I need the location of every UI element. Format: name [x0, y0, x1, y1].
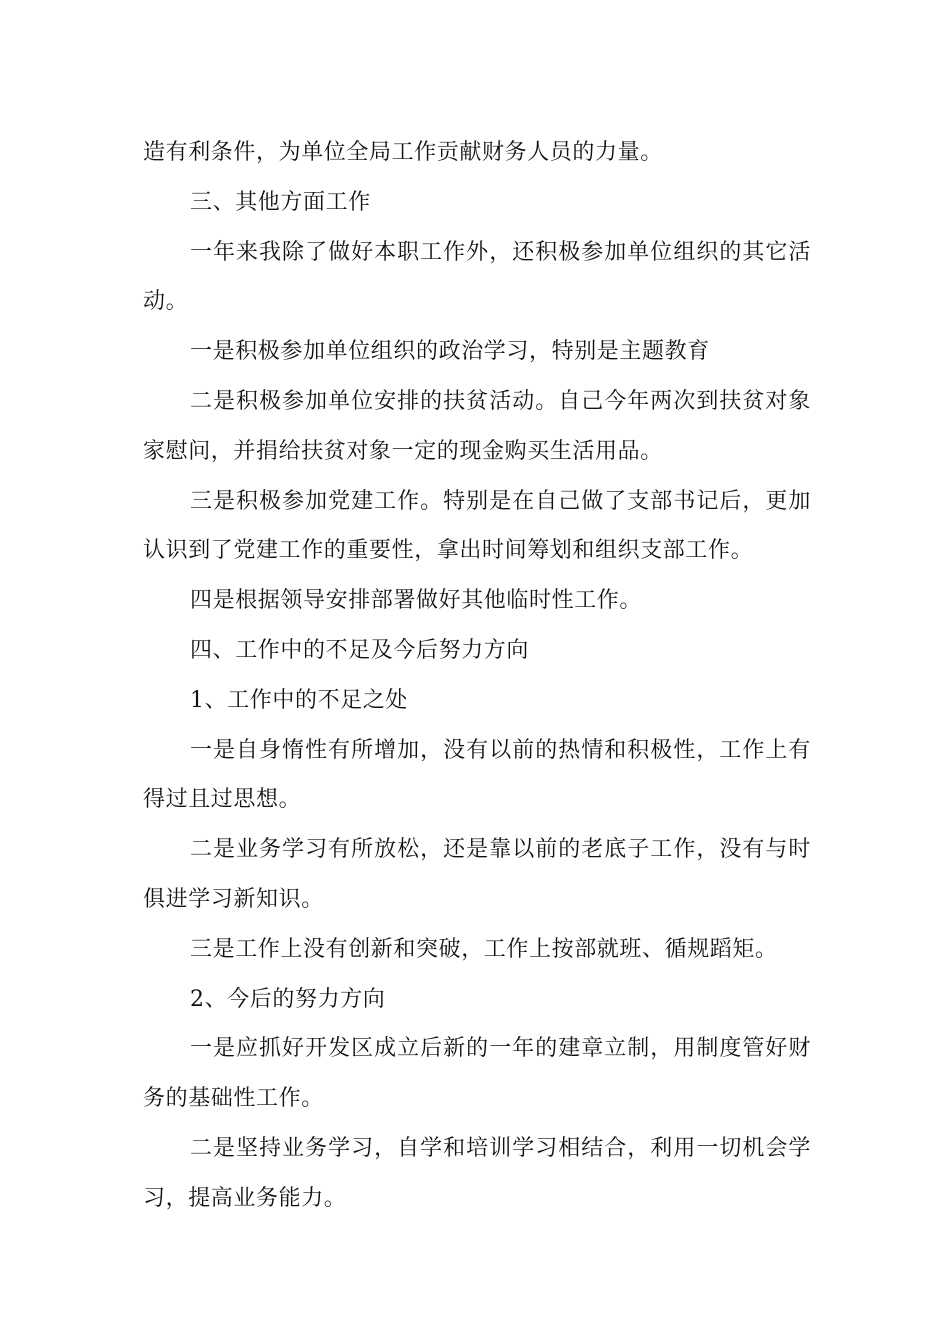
subheading-shortcomings: 1、工作中的不足之处: [190, 687, 408, 713]
paragraph: 二是业务学习有所放松，还是靠以前的老底子工作，没有与时俱进学习新知识。: [143, 837, 811, 912]
paragraph: 三是积极参加党建工作。特别是在自己做了支部书记后，更加认识到了党建工作的重要性，拿出时间筹划和组织支部工作。: [143, 488, 811, 564]
paragraph: 四是根据领导安排部署做好其他临时性工作。: [190, 588, 643, 614]
paragraph: 三是工作上没有创新和突破，工作上按部就班、循规蹈矩。: [190, 936, 778, 962]
section-heading-other-work: 三、其他方面工作: [190, 189, 371, 215]
paragraph-continuation: 造有利条件，为单位全局工作贡献财务人员的力量。: [143, 140, 663, 165]
paragraph: 一是应抓好开发区成立后新的一年的建章立制，用制度管好财务的基础性工作。: [143, 1036, 811, 1112]
document-body: [143, 128, 811, 1224]
subheading-future-direction: 2、今后的努力方向: [190, 986, 386, 1012]
paragraph: 一是积极参加单位组织的政治学习，特别是主题教育: [190, 339, 710, 365]
paragraph: 一是自身惰性有所增加，没有以前的热情和积极性，工作上有得过且过思想。: [143, 737, 811, 813]
paragraph: 二是坚持业务学习，自学和培训学习相结合，利用一切机会学习，提高业务能力。: [143, 1135, 811, 1211]
paragraph: 一年来我除了做好本职工作外，还积极参加单位组织的其它活动。: [143, 239, 811, 315]
section-heading-shortcomings: 四、工作中的不足及今后努力方向: [190, 637, 530, 663]
paragraph: 二是积极参加单位安排的扶贫活动。自己今年两次到扶贫对象家慰问，并捐给扶贫对象一定的现金购买生活用品。: [143, 388, 811, 464]
